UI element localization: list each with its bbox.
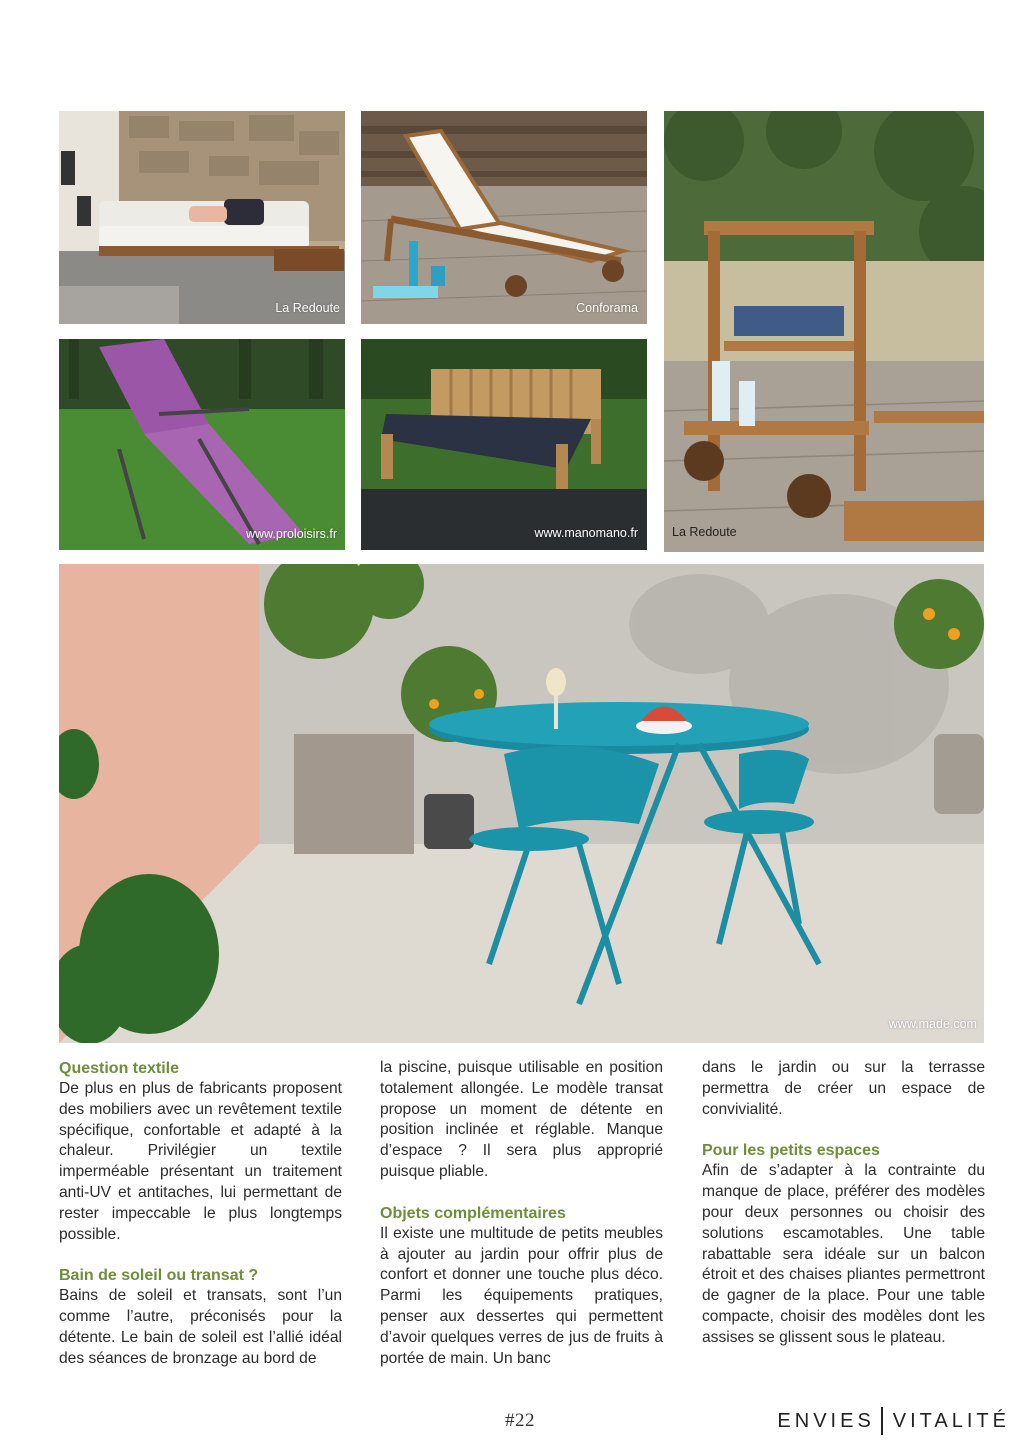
heading-bain-de-soleil: Bain de soleil ou transat ? [59, 1267, 259, 1285]
photo-lounger [361, 111, 647, 324]
photo-bistro-set [59, 564, 984, 1043]
page-number: #22 [505, 1410, 535, 1431]
article-column-1 [59, 1058, 342, 1370]
paragraph: Bains de soleil et transats, sont l’un comme l’autre, préconisés pour la détente. Le bain de soleil est l’allié idéal des séances de bronzage au bord de [59, 1287, 342, 1367]
photo-credit: www.proloisirs.fr [246, 527, 337, 541]
photo-relax-chair [59, 339, 345, 550]
photo-trolley [664, 111, 984, 552]
paragraph: De plus en plus de fabricants proposent des mobiliers avec un revêtement textile spécifique, confortable et adapté à la chaleur. Privilégier un textile imperméable présentant un traitement anti-UV et antitaches, lui permettant de rester impeccable le plus longtemps possible. [59, 1080, 342, 1243]
brand-vitalite: VITALITÉ [892, 1409, 1010, 1432]
heading-question-textile: Question textile [59, 1060, 180, 1077]
heading-petits-espaces: Pour les petits espaces [702, 1142, 880, 1160]
brand-envies: ENVIES [777, 1409, 875, 1432]
magazine-brand [777, 1407, 1010, 1435]
paragraph: Afin de s’adapter à la contrainte du manque de place, préférer des modèles pour deux personnes ou choisir des solutions escamotables. Une table rabattable sera idéale sur un balcon étroit et des chaises pliantes permettront de gagner de la place. Pour une table compacte, choisir des modèles dont les assises se glissent sous le plateau. [702, 1162, 985, 1346]
paragraph: Il existe une multitude de petits meubles à ajouter au jardin pour offrir plus de confort et donner une touche plus déco. Parmi les équipements pratiques, penser aux dessertes qui permettent d’avoir quelques verres de jus de fruits à portée de main. Un banc [380, 1224, 663, 1367]
photo-credit: Conforama [576, 301, 638, 315]
photo-credit: La Redoute [672, 525, 737, 539]
photo-credit: La Redoute [275, 301, 340, 315]
photo-credit: www.manomano.fr [534, 526, 638, 540]
photo-sofa [59, 111, 345, 324]
article-column-2 [380, 1058, 663, 1369]
heading-objets-complementaires: Objets complémentaires [380, 1204, 566, 1222]
photo-credit: www.made.com [888, 1017, 977, 1031]
brand-divider [881, 1407, 883, 1435]
paragraph: la piscine, puisque utilisable en position totalement allongée. Le modèle transat propose un moment de détente en position inclinée et réglable. Manque d’espace ? Il sera plus approprié puisque pliable. [380, 1059, 663, 1180]
article-column-3 [702, 1058, 985, 1349]
paragraph: dans le jardin ou sur la terrasse permettra de créer un espace de convivialité. [702, 1059, 985, 1118]
photo-bench [361, 339, 647, 550]
